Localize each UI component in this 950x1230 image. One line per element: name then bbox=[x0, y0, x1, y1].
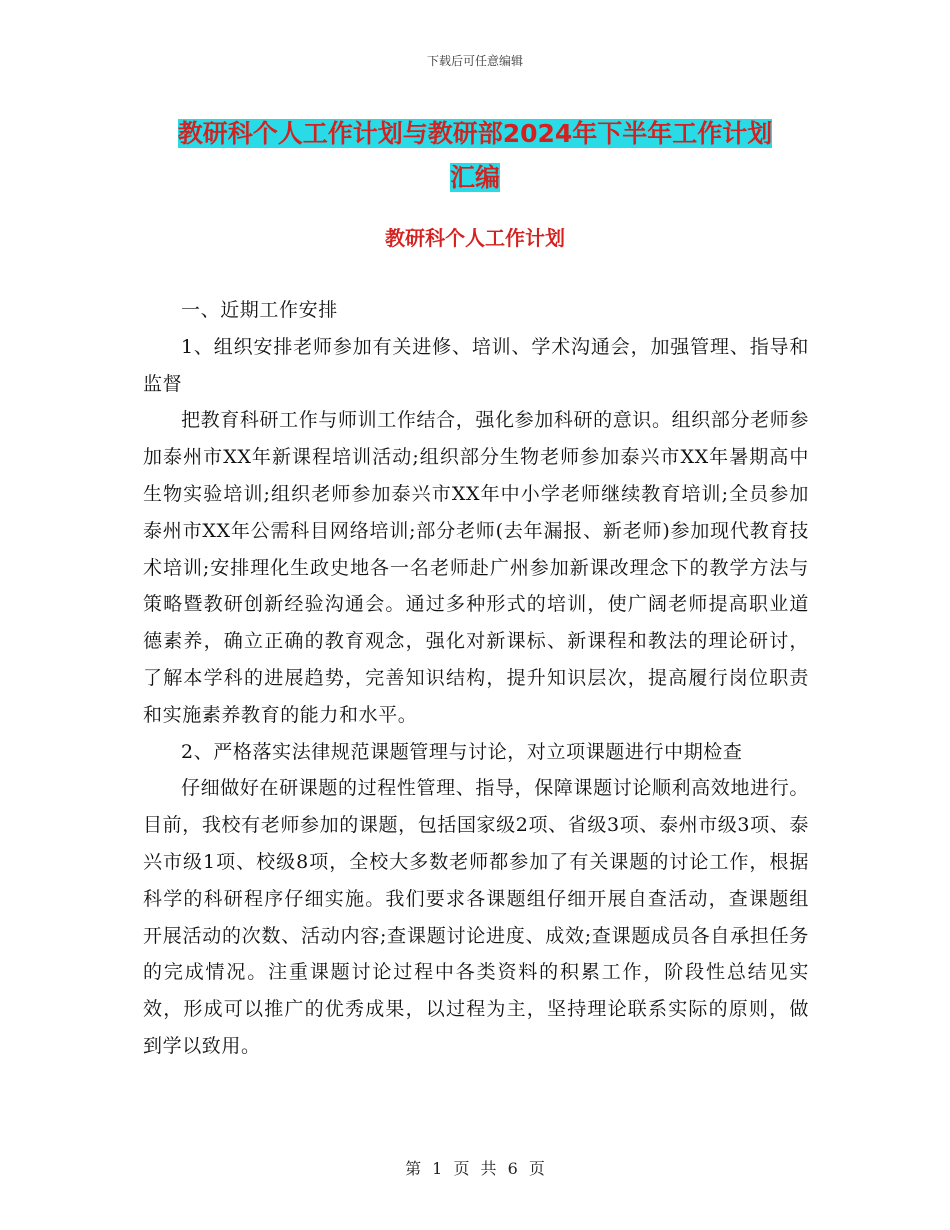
document-title-line-2: 汇编 bbox=[449, 163, 500, 192]
document-body bbox=[143, 292, 809, 1065]
paragraph-body-2: 仔细做好在研课题的过程性管理、指导，保障课题讨论顺利高效地进行。目前，我校有老师参加的课题，包括国家级2项、省级3项、泰州市级3项、泰兴市级1项、校级8项，全校大多数老师都参加了有关课题的讨论工作，根据科学的科研程序仔细实施。我们要求各课题组仔细开展自查活动，查课题组开展活动的次数、活动内容;查课题讨论进度、成效;查课题成员各自承担任务的完成情况。注重课题讨论过程中各类资料的积累工作，阶段性总结见实效，形成可以推广的优秀成果，以过程为主，坚持理论联系实际的原则，做到学以致用。 bbox=[143, 777, 809, 1057]
paragraph-heading-1: 一、近期工作安排 bbox=[181, 299, 338, 321]
document-title-line-1: 教研科个人工作计划与教研部2024年下半年工作计划 bbox=[177, 119, 773, 148]
paragraph-item-1: 1、组织安排老师参加有关进修、培训、学术沟通会，加强管理、指导和监督 bbox=[143, 335, 809, 395]
section-title: 教研科个人工作计划 bbox=[385, 226, 565, 250]
paragraph-body-1: 把教育科研工作与师训工作结合，强化参加科研的意识。组织部分老师参加泰州市XX年新课程培训活动;组织部分生物老师参加泰兴市XX年暑期高中生物实验培训;组织老师参加泰兴市XX年中小学老师继续教育培训;全员参加泰州市XX年公需科目网络培训;部分老师(去年漏报、新老师)参加现代教育技术培训;安排理化生政史地各一名老师赴广州参加新课改理念下的教学方法与策略暨教研创新经验沟通会。通过多种形式的培训，使广阔老师提高职业道德素养，确立正确的教育观念，强化对新课标、新课程和教法的理论研讨，了解本学科的进展趋势，完善知识结构，提升知识层次，提高履行岗位职责和实施素养教育的能力和水平。 bbox=[143, 409, 809, 726]
document-title bbox=[140, 112, 810, 200]
page-number: 第 1 页 共 6 页 bbox=[405, 1159, 545, 1178]
paragraph-item-2: 2、严格落实法律规范课题管理与讨论，对立项课题进行中期检查 bbox=[181, 740, 743, 763]
header-note: 下载后可任意编辑 bbox=[426, 54, 523, 68]
